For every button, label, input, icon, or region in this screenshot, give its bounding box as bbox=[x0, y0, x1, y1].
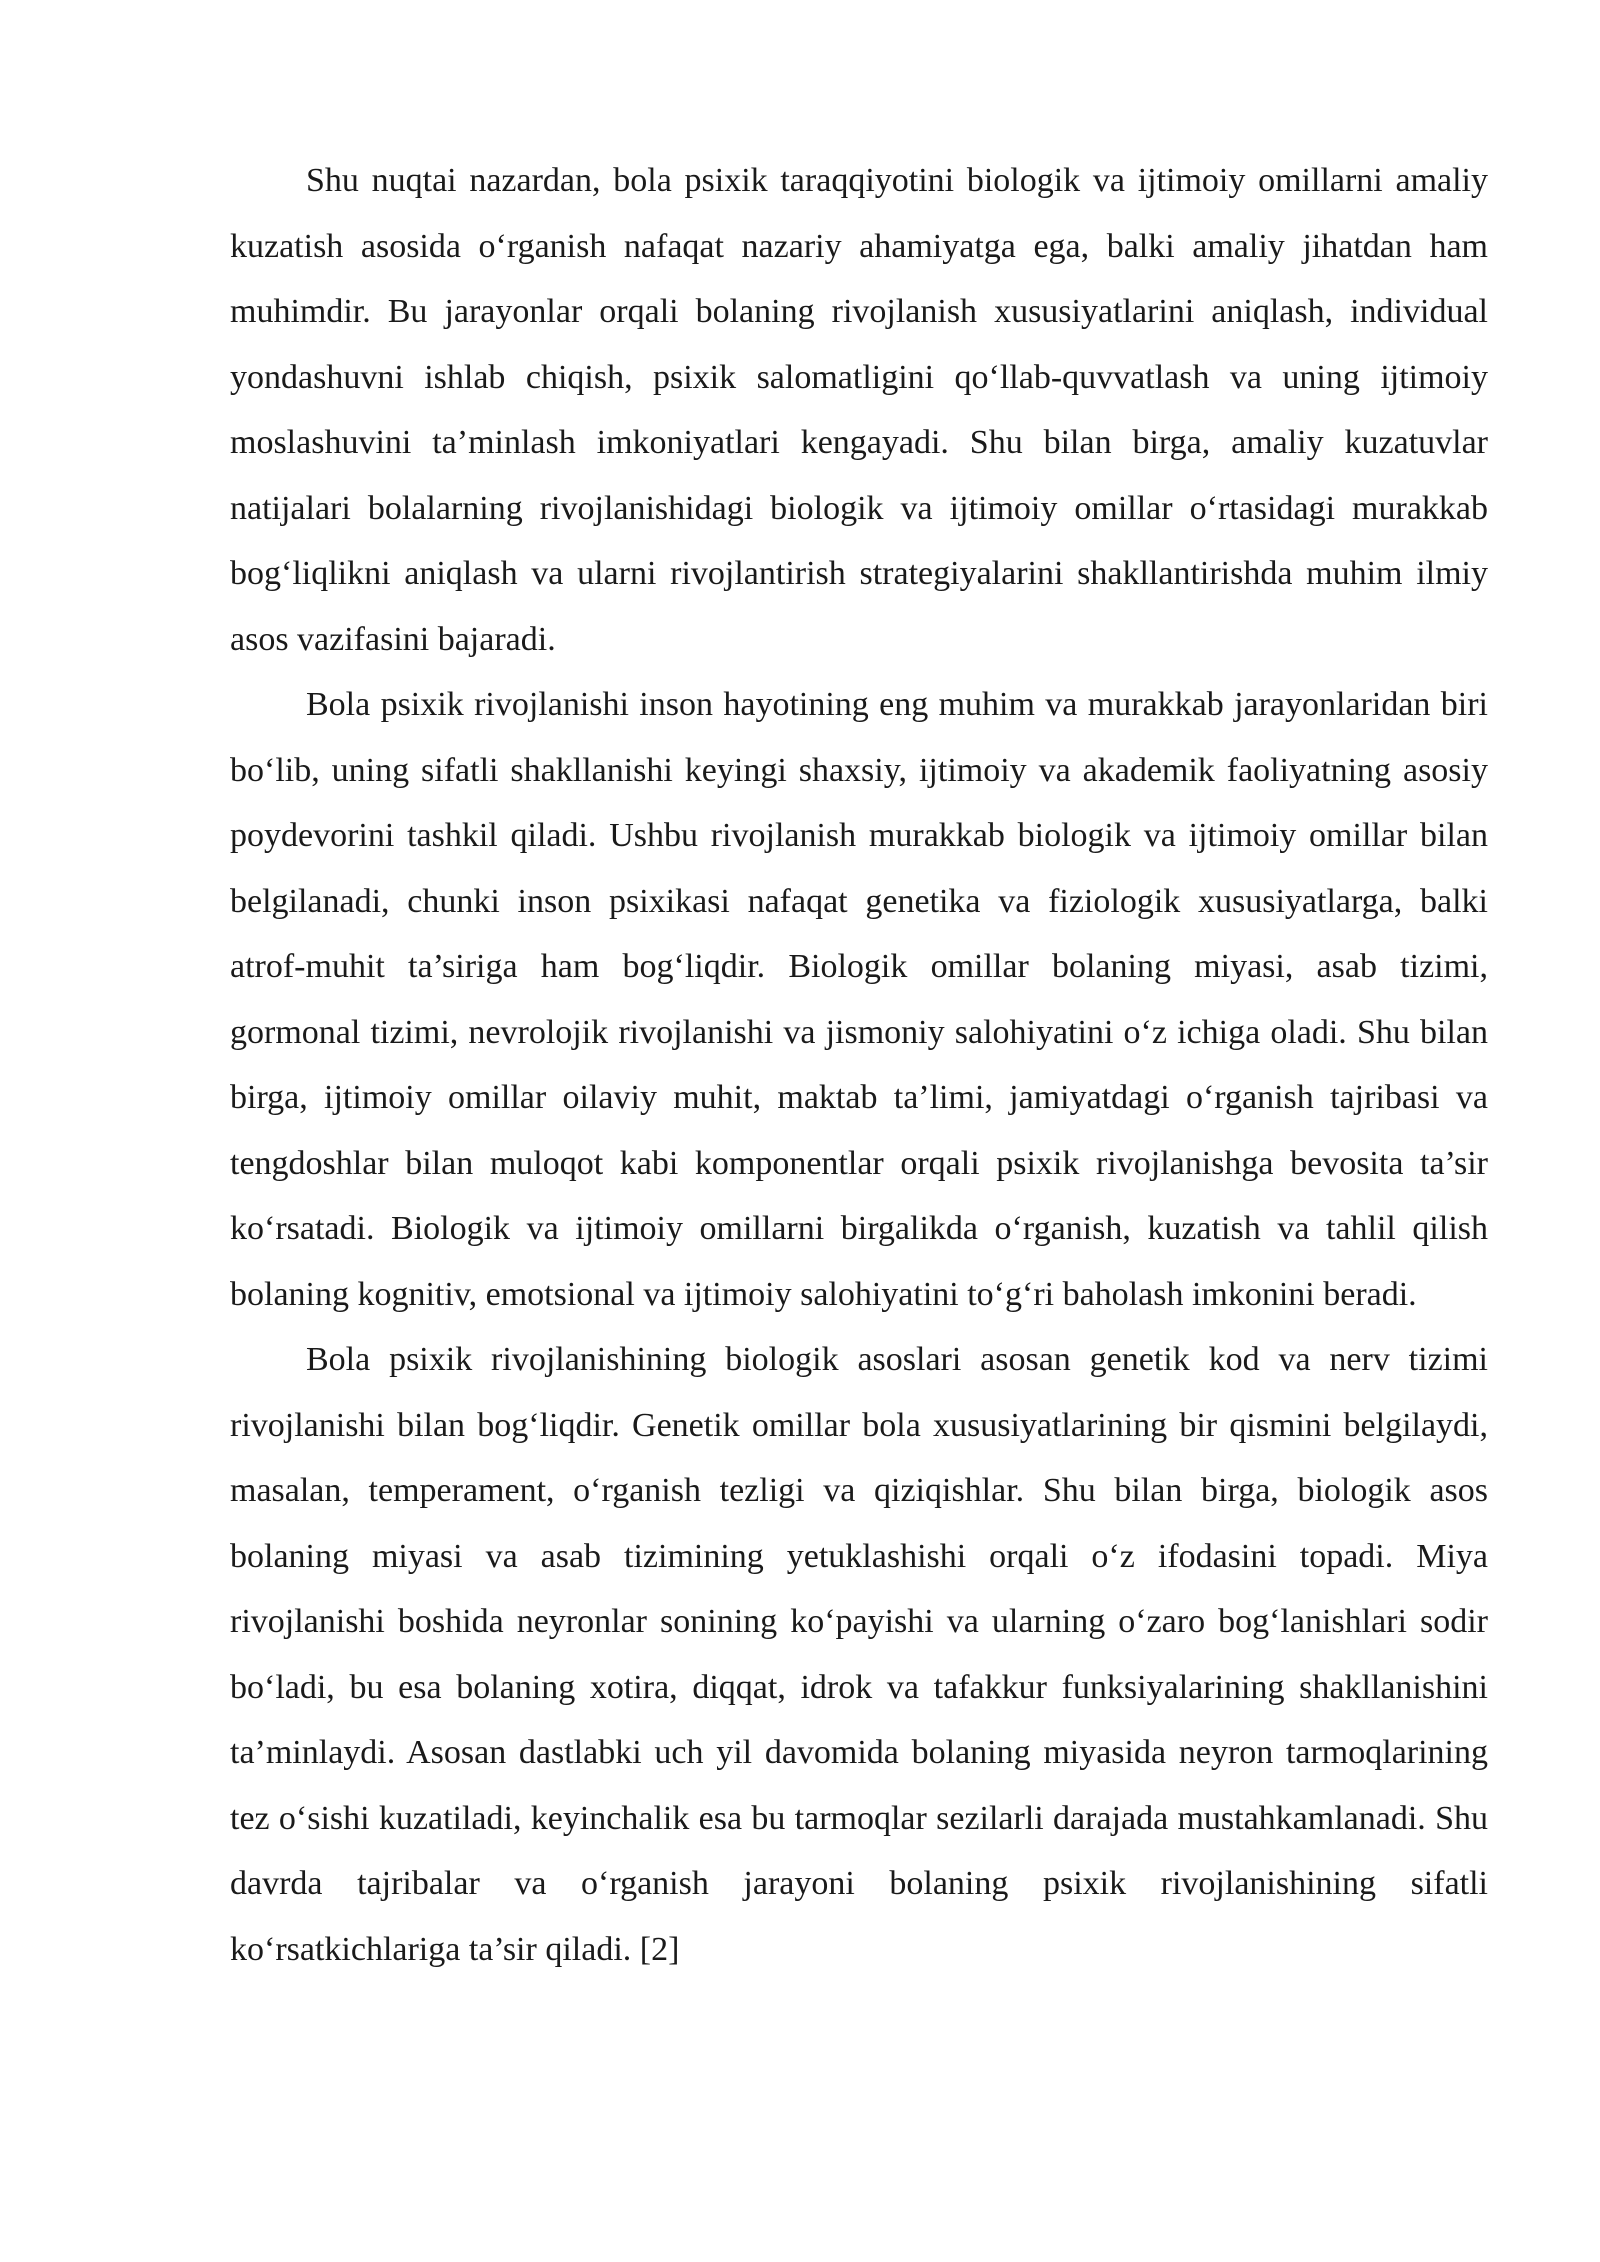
body-text bbox=[230, 148, 1488, 1982]
paragraph-1: Shu nuqtai nazardan, bola psixik taraqqiyotini biologik va ijtimoiy omillarni amaliy kuzatish asosida oʻrganish nafaqat nazariy ahamiyatga ega, balki amaliy jihatdan ham muhimdir. Bu jarayonlar orqali bolaning rivojlanish xususiyatlarini aniqlash, individual yondashuvni ishlab chiqish, psixik salomatligini qoʻllab-quvvatlash va uning ijtimoiy moslashuvini ta’minlash imkoniyatlari kengayadi. Shu bilan birga, amaliy kuzatuvlar natijalari bolalarning rivojlanishidagi biologik va ijtimoiy omillar oʻrtasidagi murakkab bogʻliqlikni aniqlash va ularni rivojlantirish strategiyalarini shakllantirishda muhim ilmiy asos vazifasini bajaradi. bbox=[230, 162, 1488, 658]
paragraph-2: Bola psixik rivojlanishi inson hayotining eng muhim va murakkab jarayonlaridan biri boʻlib, uning sifatli shakllanishi keyingi shaxsiy, ijtimoiy va akademik faoliyatning asosiy poydevorini tashkil qiladi. Ushbu rivojlanish murakkab biologik va ijtimoiy omillar bilan belgilanadi, chunki inson psixikasi nafaqat genetika va fiziologik xususiyatlarga, balki atrof-muhit ta’siriga ham bogʻliqdir. Biologik omillar bolaning miyasi, asab tizimi, gormonal tizimi, nevrolojik rivojlanishi va jismoniy salohiyatini oʻz ichiga oladi. Shu bilan birga, ijtimoiy omillar oilaviy muhit, maktab ta’limi, jamiyatdagi oʻrganish tajribasi va tengdoshlar bilan muloqot kabi komponentlar orqali psixik rivojlanishga bevosita ta’sir koʻrsatadi. Biologik va ijtimoiy omillarni birgalikda oʻrganish, kuzatish va tahlil qilish bolaning kognitiv, emotsional va ijtimoiy salohiyatini toʻgʻri baholash imkonini beradi. bbox=[230, 686, 1488, 1313]
paragraph-3: Bola psixik rivojlanishining biologik asoslari asosan genetik kod va nerv tizimi rivojlanishi bilan bogʻliqdir. Genetik omillar bola xususiyatlarining bir qismini belgilaydi, masalan, temperament, oʻrganish tezligi va qiziqishlar. Shu bilan birga, biologik asos bolaning miyasi va asab tizimining yetuklashishi orqali oʻz ifodasini topadi. Miya rivojlanishi boshida neyronlar sonining koʻpayishi va ularning oʻzaro bogʻlanishlari sodir boʻladi, bu esa bolaning xotira, diqqat, idrok va tafakkur funksiyalarining shakllanishini ta’minlaydi. Asosan dastlabki uch yil davomida bolaning miyasida neyron tarmoqlarining tez oʻsishi kuzatiladi, keyinchalik esa bu tarmoqlar sezilarli darajada mustahkamlanadi. Shu davrda tajribalar va oʻrganish jarayoni bolaning psixik rivojlanishining sifatli koʻrsatkichlariga ta’sir qiladi. [2] bbox=[230, 1341, 1488, 1968]
